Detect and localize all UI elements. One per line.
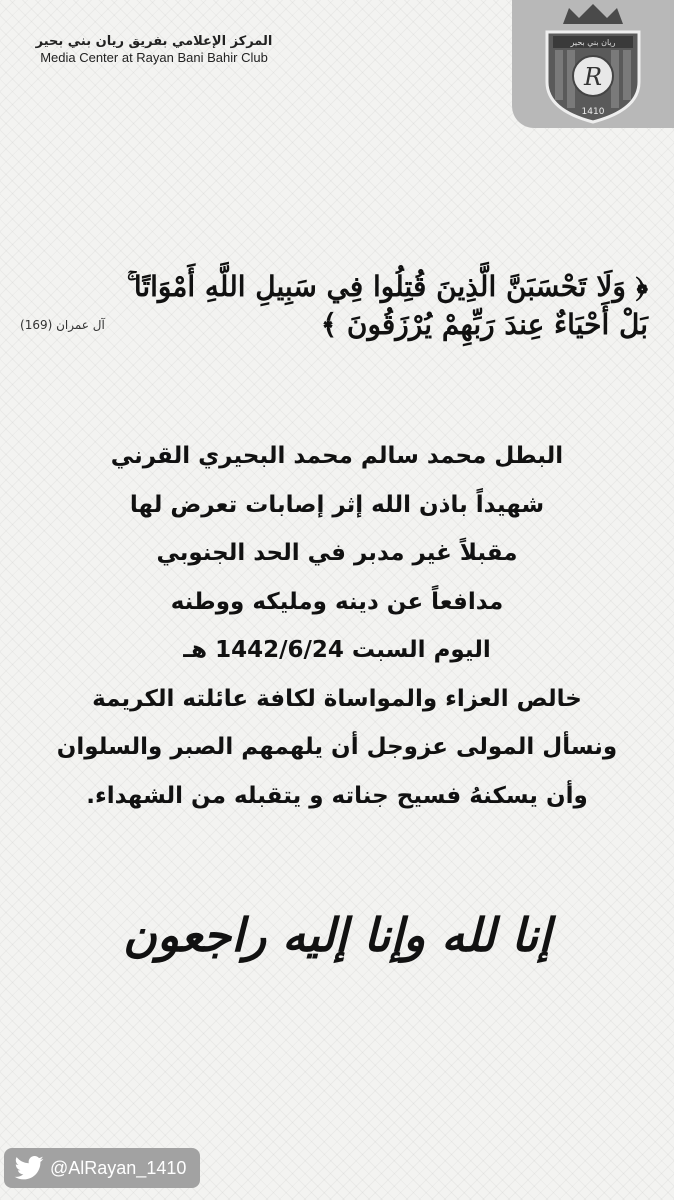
verse-line-2: بَلْ أَحْيَاءٌ عِندَ رَبِّهِمْ يُرْزَقُونَ ﴾ (320, 307, 648, 341)
announcement-line: مقبلاً غير مدبر في الحد الجنوبي (156, 540, 518, 566)
crest-club-name: ريان بني بحير (570, 38, 616, 47)
calligraphy-inna-lillah: إنا لله وإنا إليه راجعون (123, 908, 551, 962)
club-logo-panel (512, 0, 674, 128)
announcement-line: وأن يسكنهُ فسيح جناته و يتقبله من الشهداء. (86, 782, 588, 809)
header-arabic-title: المركز الإعلامي بفريق ريان بني بحير (35, 34, 273, 49)
verse-line-1: ﴿ وَلَا تَحْسَبَنَّ الَّذِينَ قُتِلُوا فِي سَبِيلِ اللَّهِ أَمْوَاتًا ۚ (126, 270, 648, 303)
announcement-line: خالص العزاء والمواساة لكافة عائلته الكريمة (92, 685, 582, 712)
announcement-line: ونسأل المولى عزوجل أن يلهمهم الصبر والسلوان (56, 734, 618, 760)
crest-monogram: R (583, 63, 603, 91)
header-english-title: Media Center at Rayan Bani Bahir Club (40, 50, 268, 66)
club-crest-icon (533, 2, 653, 126)
quran-verse (20, 268, 648, 344)
media-center-header (14, 34, 294, 67)
announcement-line: اليوم السبت 1442/6/24 هـ (183, 637, 491, 663)
announcement-line: البطل محمد سالم محمد البحيري القرني (110, 443, 564, 469)
announcement-line: مدافعاً عن دينه ومليكه ووطنه (170, 588, 504, 615)
twitter-handle[interactable]: @AlRayan_1410 (50, 1157, 187, 1178)
announcement-line: شهيداً باذن الله إثر إصابات تعرض لها (129, 491, 545, 518)
condolence-announcement (0, 432, 674, 820)
verse-reference: آل عمران (169) (20, 317, 105, 332)
twitter-bird-icon (14, 1156, 44, 1180)
crest-year: 1410 (581, 107, 605, 117)
twitter-handle-badge[interactable] (4, 1148, 200, 1188)
